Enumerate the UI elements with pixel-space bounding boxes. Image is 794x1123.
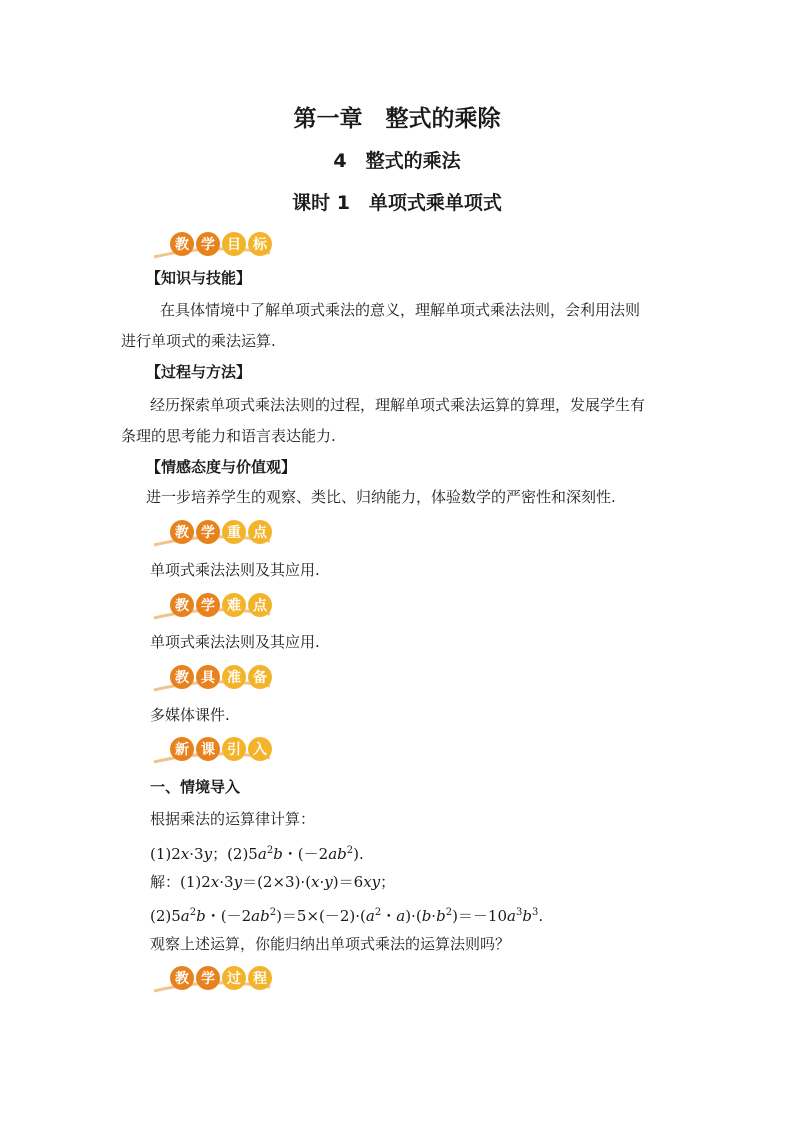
intro-question: 观察上述运算，你能归纳出单项式乘法的运算法则吗？ bbox=[150, 935, 511, 953]
intro-solution-line-2: $(2)5a^2b$・$(-2ab^2)=5\times(-2)\cdot(a^2$・$a)\cdot(b\cdot b^2)=-10a^3b^3$. bbox=[150, 907, 544, 925]
badge-key-points bbox=[152, 518, 272, 548]
emotion-line-1: 进一步培养学生的观察、类比、归纳能力，体验数学的严密性和深刻性. bbox=[146, 488, 616, 506]
badge-char: 学 bbox=[196, 232, 220, 256]
badge-char: 教 bbox=[170, 232, 194, 256]
badge-char: 学 bbox=[196, 520, 220, 544]
knowledge-line-2: 进行单项式的乘法运算. bbox=[121, 332, 276, 350]
badge-char: 难 bbox=[222, 593, 246, 617]
badge-char: 点 bbox=[248, 593, 272, 617]
badge-char: 重 bbox=[222, 520, 246, 544]
badge-char: 点 bbox=[248, 520, 272, 544]
knowledge-line-1: 在具体情境中了解单项式乘法的意义，理解单项式乘法法则，会利用法则 bbox=[160, 301, 641, 319]
badge-char: 入 bbox=[248, 737, 272, 761]
emotion-title: 【情感态度与价值观】 bbox=[146, 458, 297, 476]
badge-char: 学 bbox=[196, 966, 220, 990]
badge-char: 标 bbox=[248, 232, 272, 256]
badge-char: 程 bbox=[248, 966, 272, 990]
intro-prompt: 根据乘法的运算律计算： bbox=[150, 810, 316, 828]
knowledge-title: 【知识与技能】 bbox=[146, 269, 252, 287]
badge-char: 具 bbox=[196, 665, 220, 689]
tools-text: 多媒体课件. bbox=[150, 706, 230, 724]
difficulties-text: 单项式乘法法则及其应用. bbox=[150, 633, 320, 651]
lesson-title: 课时 1 单项式乘单项式 bbox=[292, 192, 502, 214]
badge-char: 教 bbox=[170, 520, 194, 544]
badge-char: 教 bbox=[170, 966, 194, 990]
badge-teaching-objectives bbox=[152, 230, 272, 260]
badge-char: 课 bbox=[196, 737, 220, 761]
badge-new-lesson-intro bbox=[152, 735, 272, 765]
section-title: 4 整式的乘法 bbox=[333, 150, 461, 172]
badge-char: 目 bbox=[222, 232, 246, 256]
intro-exercise-line: (1)2x·3y；$(2)5a^2b$・$(-2ab^2)$. bbox=[150, 845, 364, 863]
badge-char: 教 bbox=[170, 593, 194, 617]
badge-char: 教 bbox=[170, 665, 194, 689]
chapter-title: 第一章 整式的乘除 bbox=[293, 106, 501, 132]
key-points-text: 单项式乘法法则及其应用. bbox=[150, 561, 320, 579]
badge-difficulties bbox=[152, 591, 272, 621]
badge-char: 准 bbox=[222, 665, 246, 689]
badge-teaching-process bbox=[152, 964, 272, 994]
badge-char: 引 bbox=[222, 737, 246, 761]
badge-teaching-tools bbox=[152, 663, 272, 693]
badge-char: 学 bbox=[196, 593, 220, 617]
process-line-2: 条理的思考能力和语言表达能力. bbox=[121, 427, 336, 445]
process-line-1: 经历探索单项式乘法法则的过程，理解单项式乘法运算的算理，发展学生有 bbox=[150, 396, 646, 414]
intro-subtitle: 一、情境导入 bbox=[150, 778, 241, 796]
intro-solution-line-1: 解：(1)2x·3y＝(2×3)·(x·y)＝6xy； bbox=[150, 873, 396, 891]
badge-char: 备 bbox=[248, 665, 272, 689]
process-title: 【过程与方法】 bbox=[146, 363, 252, 381]
badge-char: 过 bbox=[222, 966, 246, 990]
badge-char: 新 bbox=[170, 737, 194, 761]
